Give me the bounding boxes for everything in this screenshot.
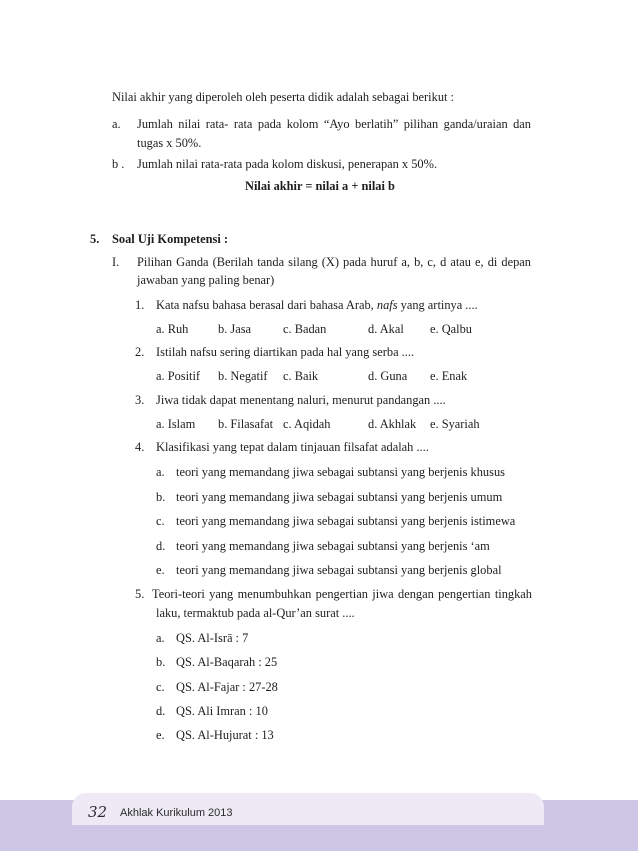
section-number: 5.: [90, 232, 100, 246]
item-a-marker: a.: [112, 117, 121, 131]
q5-option-e-letter: e.: [156, 728, 165, 742]
question-5-line2: laku, termaktub pada al-Qur’an surat ....: [156, 606, 355, 620]
q4-option-d-text: teori yang memandang jiwa sebagai subtansi yang berjenis ‘am: [176, 539, 490, 553]
page-number: 32: [88, 803, 108, 821]
q4-option-b-letter: b.: [156, 490, 166, 504]
question-2-number: 2.: [135, 345, 145, 359]
part-instruction-line1: Pilihan Ganda (Berilah tanda silang (X) pada huruf a, b, c, d atau e, di depan: [137, 255, 531, 269]
question-3-text: Jiwa tidak dapat menentang naluri, menurut pandangan ....: [156, 393, 446, 407]
q1-option-b: b. Jasa: [218, 322, 252, 336]
q4-option-a-text: teori yang memandang jiwa sebagai subtansi yang berjenis khusus: [176, 465, 505, 479]
q2-option-d: d. Guna: [368, 369, 408, 383]
q5-option-d-text: QS. Ali Imran : 10: [176, 704, 268, 718]
q4-option-c-text: teori yang memandang jiwa sebagai subtansi yang berjenis istimewa: [176, 514, 516, 528]
q5-option-a-letter: a.: [156, 631, 165, 645]
italic-term: nafs: [376, 298, 398, 312]
q2-option-e: e. Enak: [430, 369, 468, 383]
q3-option-d: d. Akhlak: [368, 417, 417, 431]
question-2-text: Istilah nafsu sering diartikan pada hal yang serba ....: [156, 345, 415, 359]
question-3-number: 3.: [135, 393, 145, 407]
q4-option-b-text: teori yang memandang jiwa sebagai subtansi yang berjenis umum: [176, 490, 503, 504]
q1-option-d: d. Akal: [368, 322, 404, 336]
q3-option-b: b. Filasafat: [218, 417, 274, 431]
question-5-line1: Teori-teori yang menumbuhkan pengertian jiwa dengan pengertian tingkah: [152, 587, 532, 601]
q5-option-b-text: QS. Al-Baqarah : 25: [176, 655, 278, 669]
q4-option-d-letter: d.: [156, 539, 166, 553]
q3-option-c: c. Aqidah: [283, 417, 331, 431]
item-a-line2: tugas x 50%.: [137, 136, 202, 150]
final-score-formula: Nilai akhir = nilai a + nilai b: [245, 179, 395, 193]
q4-option-e-letter: e.: [156, 563, 165, 577]
q5-option-b-letter: b.: [156, 655, 166, 669]
q1-option-e: e. Qalbu: [430, 322, 472, 336]
item-a-line1: Jumlah nilai rata- rata pada kolom “Ayo berlatih” pilihan ganda/uraian dan: [137, 117, 531, 131]
book-title: Akhlak Kurikulum 2013: [120, 807, 233, 819]
q4-option-a-letter: a.: [156, 465, 165, 479]
q5-option-d-letter: d.: [156, 704, 166, 718]
q5-option-c-text: QS. Al-Fajar : 27-28: [176, 680, 278, 694]
q4-option-c-letter: c.: [156, 514, 165, 528]
q5-option-e-text: QS. Al-Hujurat : 13: [176, 728, 274, 742]
part-instruction-line2: jawaban yang paling benar): [137, 273, 275, 287]
question-4-number: 4.: [135, 440, 145, 454]
q1-option-a: a. Ruh: [156, 322, 189, 336]
item-b-line: Jumlah nilai rata-rata pada kolom diskusi, penerapan x 50%.: [137, 157, 438, 171]
item-b-marker: b .: [112, 157, 125, 171]
question-4-text: Klasifikasi yang tepat dalam tinjauan filsafat adalah ....: [156, 440, 429, 454]
q1-option-c: c. Badan: [283, 322, 327, 336]
q3-option-a: a. Islam: [156, 417, 196, 431]
q2-option-a: a. Positif: [156, 369, 201, 383]
question-1-text: Kata nafsu bahasa berasal dari bahasa Arab, nafs yang artinya ....: [156, 298, 478, 312]
section-title: Soal Uji Kompetensi :: [112, 232, 228, 246]
question-5-number: 5.: [135, 587, 145, 601]
q5-option-c-letter: c.: [156, 680, 165, 694]
q4-option-e-text: teori yang memandang jiwa sebagai subtansi yang berjenis global: [176, 563, 502, 577]
question-1-number: 1.: [135, 298, 145, 312]
q3-option-e: e. Syariah: [430, 417, 480, 431]
q2-option-b: b. Negatif: [218, 369, 268, 383]
q5-option-a-text: QS. Al-Isrā : 7: [176, 631, 249, 645]
part-marker: I.: [112, 255, 120, 269]
intro-line: Nilai akhir yang diperoleh oleh peserta didik adalah sebagai berikut :: [112, 90, 455, 104]
q2-option-c: c. Baik: [283, 369, 319, 383]
